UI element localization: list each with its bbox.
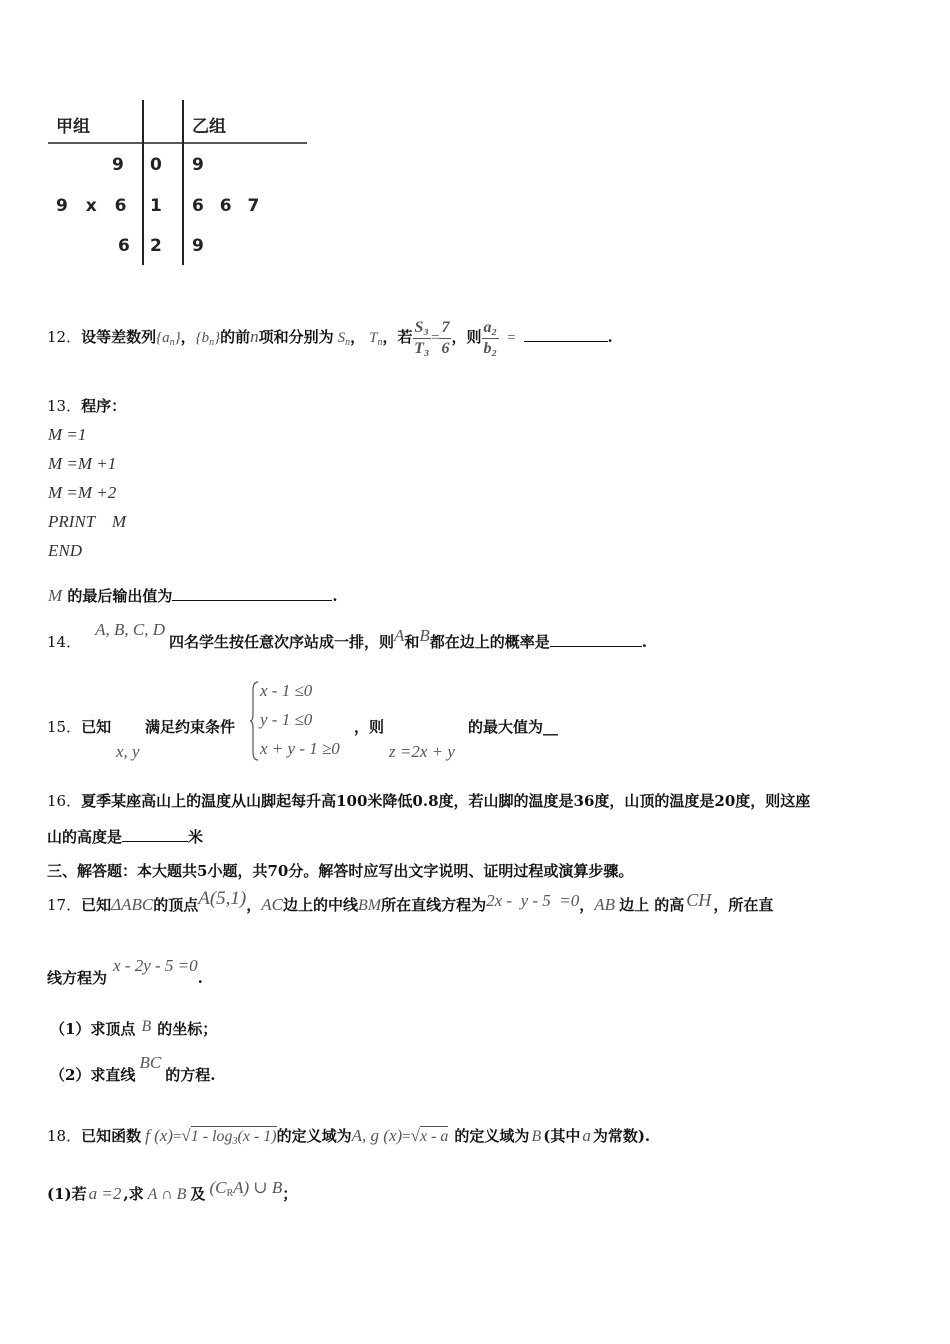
question-17: 17．已知ΔABC的顶点A(5,1)，AC边上的中线BM所在直线方程为2x - y - 5 =0，AB 边上 的高 CH ，所在直 (47, 888, 774, 914)
answer-blank-12 (524, 327, 608, 342)
answer-blank-16 (122, 827, 188, 842)
answer-blank-13 (172, 586, 332, 601)
right-leaf-row-3: 9 (192, 236, 204, 256)
question-18: 18．已知函数 f $(x)=√1 - \log_3(x - 1)$的定义域为A, g (x)=√x - a 的定义域为 B (其中 a 为常数). (47, 1126, 651, 1147)
constraint-2: y - 1 ≤0 (260, 710, 313, 729)
left-group-title: 甲组 (56, 117, 90, 137)
program-line-4: PRINT M (48, 512, 127, 531)
program-line-5: END (48, 541, 82, 560)
question-13-answer: M 的最后输出值为 . (48, 586, 338, 605)
right-group-title: 乙组 (192, 117, 226, 137)
program-line-2: M =M +1 (48, 454, 117, 473)
stem-row-3: 2 (150, 236, 162, 256)
left-leaf-row-2: 9 x 6 (56, 196, 127, 216)
section-3-heading: 三、解答题：本大题共5小题，共70分。解答时应写出文字说明、证明过程或演算步骤。 (47, 862, 634, 880)
program-line-3: M =M +2 (48, 483, 117, 502)
right-leaf-row-2: 6 6 7 (192, 196, 260, 216)
objective-z: z =2x + y (389, 742, 455, 761)
fraction-a2-b2: $\frac{\text{a₂}}{\text{b₂}}$ (483, 318, 498, 357)
program-line-1: M =1 (48, 425, 87, 444)
question-12: 12．设等差数列$\{a_n\}$，$\{b_n\}$的前n项和分别为 $S_n$， $T_n$，若 $\frac{\text{S₃}}{\text{T₃}}$ = $\frac{7}{6}$ ，则 $\frac{\text{a₂}}{\text{b₂}}$ = . (47, 318, 613, 357)
constraint-label: 满足约束条件 (145, 718, 236, 736)
question-13-title: 13．程序： (47, 397, 127, 415)
constraint-3: x + y - 1 ≥0 (260, 739, 340, 758)
question-14: 14．A, B, C, D四名学生按任意次序站成一排，则A和B都在边上的概率是 . (47, 620, 648, 651)
stem-row-1: 0 (150, 155, 162, 175)
question-18-part-1: (1)若 a =2 ,求 A ∩ B 及 $(C_RA)$ ∪ B； (47, 1178, 298, 1203)
constraint-brace (250, 680, 260, 762)
left-leaf-row-1: 9 (112, 155, 124, 175)
question-17-part-1: （1）求顶点 B 的坐标； (50, 1018, 218, 1038)
question-17-line-2: 线方程为x - 2y - 5 =0. (47, 956, 203, 987)
question-16-line-2: 山的高度是 米 (47, 828, 204, 846)
fraction-7-6: $\frac{7}{6}$ (441, 318, 450, 357)
answer-blank-14 (550, 632, 642, 647)
fraction-s3-t3: $\frac{\text{S₃}}{\text{T₃}}$ (414, 318, 430, 357)
constraint-1: x - 1 ≤0 (260, 681, 313, 700)
stem-row-2: 1 (150, 196, 162, 216)
vars-xy: x, y (116, 742, 140, 761)
left-leaf-row-3: 6 (118, 236, 130, 256)
question-16-line-1: 16．夏季某座高山上的温度从山脚起每升高100米降低0.8度，若山脚的温度是36度，山顶的温度是20度，则这座 (47, 792, 811, 810)
question-17-part-2: （2）求直线BC的方程. (50, 1053, 216, 1084)
right-leaf-row-1: 9 (192, 155, 204, 175)
